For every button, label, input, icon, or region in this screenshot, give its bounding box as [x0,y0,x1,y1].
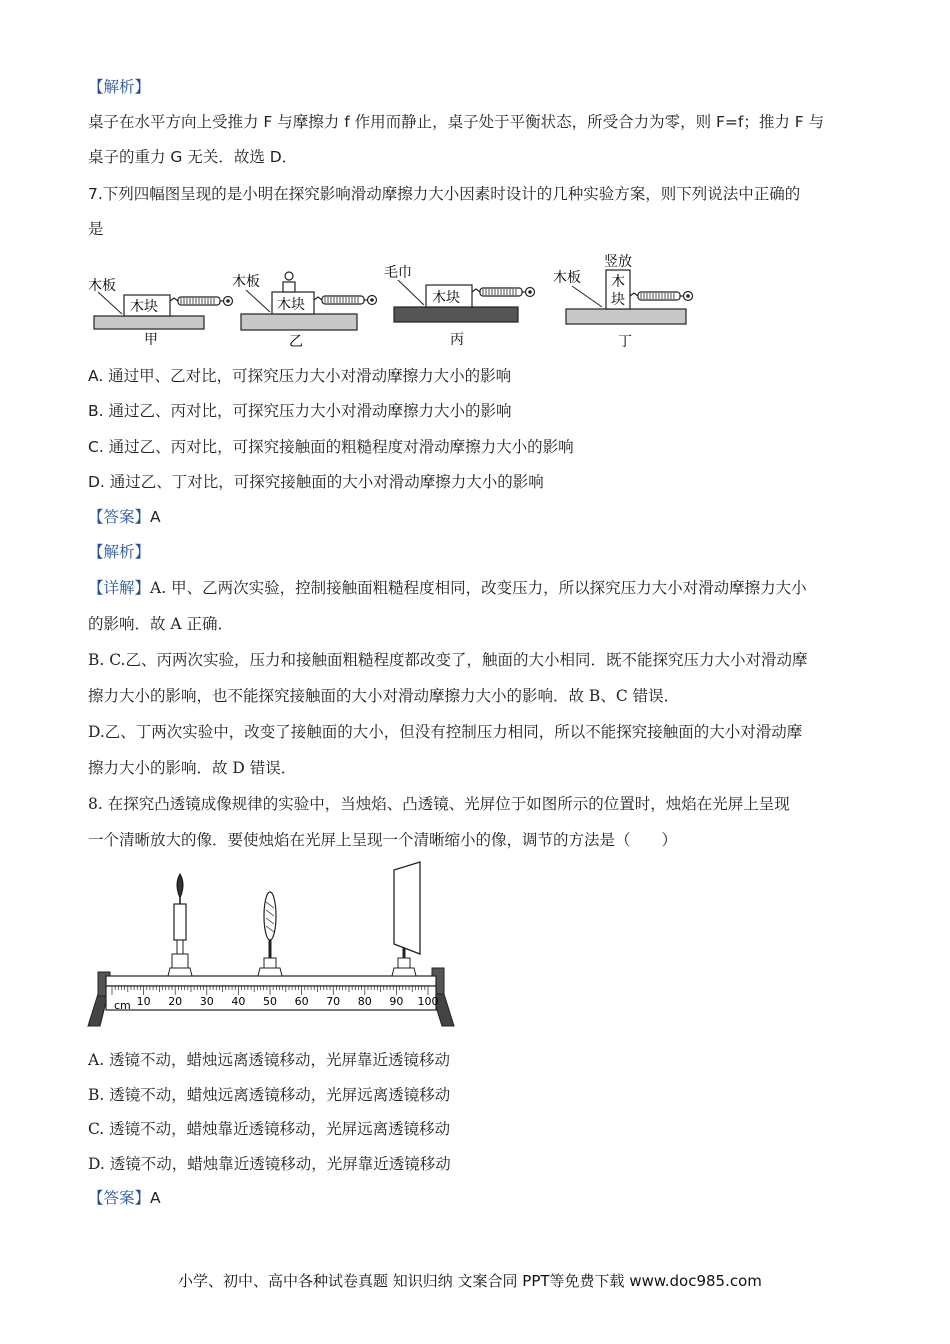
q8-answer-value: A [150,1189,161,1207]
q7-answer-value: A [150,508,161,526]
q7-explain-line-2: 的影响．故 A 正确． [88,615,234,633]
analysis-text-line-1: 桌子在水平方向上受推力 F 与摩擦力 f 作用而静止，桌子处于平衡状态，所受合力为零，则 F=f；推力 F 与 [88,113,825,131]
q8-option-a: A. 透镜不动，蜡烛远离透镜移动，光屏靠近透镜移动 [88,1051,451,1069]
q8-stem-line-2: 一个清晰放大的像．要使烛焰在光屏上呈现一个清晰缩小的像，调节的方法是（ ） [88,831,678,849]
q7-explain-1: A. 甲、乙两次实验，控制接触面粗糙程度相同，改变压力，所以探究压力大小对滑动摩擦力大小 [150,579,807,597]
setup-ding [553,253,693,350]
setup-yi [232,272,377,350]
ruler-label: 100 [417,995,439,1008]
page-footer: 小学、初中、高中各种试卷真题 知识归纳 文案合同 PPT等免费下载 www.doc985.com [178,1272,762,1290]
yi-surface-label: 木板 [232,274,260,290]
jia-surface-label: 木板 [88,278,116,294]
q7-answer [88,507,161,527]
q7-explain-line-5: D.乙、丁两次实验中，改变了接触面的大小，但没有控制压力相同，所以不能探究接触面的大小对滑动摩 [88,723,803,741]
ruler-label: 40 [231,995,246,1008]
q7-explain-line-6: 擦力大小的影响．故 D 错误． [88,759,297,777]
q7-option-c: C. 通过乙、丙对比，可探究接触面的粗糙程度对滑动摩擦力大小的影响 [88,438,574,456]
q7-explain-line-3: B. C.乙、丙两次实验，压力和接触面粗糙程度都改变了，触面的大小相同．既不能探究压力大小对滑动摩 [88,651,808,669]
q8-answer-tag: 【答案】 [88,1189,151,1207]
analysis-text-line-2: 桌子的重力 G 无关．故选 D． [88,148,298,166]
light-screen [392,862,420,976]
q7-friction-figure [86,250,706,350]
setup-bing [384,264,535,348]
ding-note-label: 竖放 [604,254,632,270]
ding-caption: 丁 [618,334,632,350]
ruler-label: 90 [389,995,404,1008]
q7-option-d: D. 通过乙、丁对比，可探究接触面的大小对滑动摩擦力大小的影响 [88,473,544,491]
ruler-label: 10 [136,995,151,1008]
q7-stem-line-2: 是 [88,220,104,238]
q7-answer-tag: 【答案】 [88,508,151,526]
yi-caption: 乙 [289,334,303,350]
q7-analysis-tag: 【解析】 [88,543,151,561]
setup-jia [88,277,233,348]
q8-option-d: D. 透镜不动，蜡烛靠近透镜移动，光屏靠近透镜移动 [88,1155,451,1173]
q7-explain-line-4: 擦力大小的影响，也不能探究接触面的大小对滑动摩擦力大小的影响．故 B、C 错误． [88,687,680,705]
q7-explain-line-1 [88,578,807,598]
jia-block-label: 木块 [130,299,158,315]
q7-detail-tag: 【详解】 [88,579,151,597]
ruler-label: 70 [326,995,341,1008]
ruler-unit-label: cm [114,999,131,1012]
bing-block-label: 木块 [432,290,460,306]
ruler-label: 80 [357,995,372,1008]
convex-lens [258,892,282,976]
q8-answer [88,1188,161,1208]
ruler-label: 60 [294,995,309,1008]
ding-block-top: 木 [611,274,625,290]
q8-stem-line-1: 8. 在探究凸透镜成像规律的实验中，当烛焰、凸透镜、光屏位于如图所示的位置时，烛焰在光屏上呈现 [88,795,790,813]
ruler-label: 20 [168,995,183,1008]
ruler-label: 50 [263,995,277,1008]
ding-block-bottom: 块 [611,292,625,308]
analysis-tag: 【解析】 [88,78,151,96]
q7-option-b: B. 通过乙、丙对比，可探究压力大小对滑动摩擦力大小的影响 [88,402,512,420]
bing-caption: 丙 [450,332,464,348]
q7-stem-line-1: 7.下列四幅图呈现的是小明在探究影响滑动摩擦力大小因素时设计的几种实验方案，则下列说法中正确的 [88,185,801,203]
jia-caption: 甲 [144,332,158,348]
q8-option-b: B. 透镜不动，蜡烛远离透镜移动，光屏远离透镜移动 [88,1086,451,1104]
q7-option-a: A. 通过甲、乙对比，可探究压力大小对滑动摩擦力大小的影响 [88,367,512,385]
q8-optical-bench-figure [86,858,466,1030]
bing-surface-label: 毛巾 [384,265,412,281]
candle [168,874,192,976]
ding-surface-label: 木板 [553,270,581,286]
ruler-label: 30 [199,995,214,1008]
yi-block-label: 木块 [277,297,305,313]
q8-option-c: C. 透镜不动，蜡烛靠近透镜移动，光屏远离透镜移动 [88,1120,451,1138]
